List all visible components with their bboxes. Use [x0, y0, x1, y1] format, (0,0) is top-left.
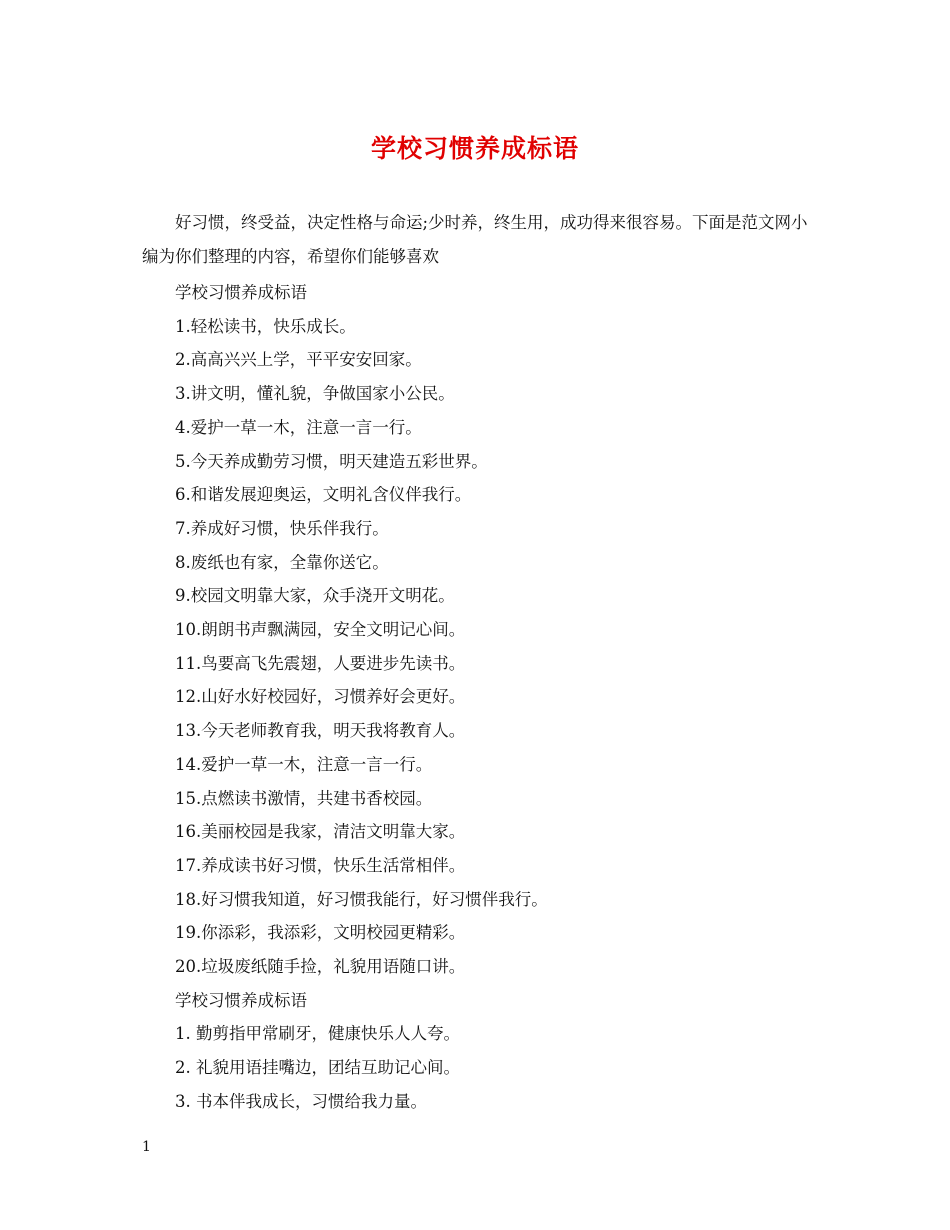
list-item: 17.养成读书好习惯，快乐生活常相伴。	[175, 855, 466, 875]
list-item: 9.校园文明靠大家，众手浇开文明花。	[175, 586, 455, 606]
list-item: 13.今天老师教育我，明天我将教育人。	[175, 721, 466, 741]
list-item: 2. 礼貌用语挂嘴边，团结互助记心间。	[175, 1058, 460, 1078]
list-item: 14.爱护一草一木，注意一言一行。	[175, 754, 433, 774]
list-item: 19.你添彩，我添彩，文明校园更精彩。	[175, 923, 466, 943]
list-item: 8.废纸也有家，全靠你送它。	[175, 552, 389, 572]
list-item: 3. 书本伴我成长，习惯给我力量。	[175, 1091, 427, 1111]
list-item: 15.点燃读书激情，共建书香校园。	[175, 788, 433, 808]
list-item: 4.爱护一草一木，注意一言一行。	[175, 417, 422, 437]
slogan-list	[175, 276, 815, 1119]
list-item: 12.山好水好校园好，习惯养好会更好。	[175, 687, 466, 707]
list-item: 学校习惯养成标语	[175, 990, 307, 1010]
list-item: 11.鸟要高飞先震翅，人要进步先读书。	[175, 653, 466, 673]
intro-paragraph: 好习惯，终受益，决定性格与命运;少时养，终生用，成功得来很容易。下面是范文网小编为你们整理的内容，希望你们能够喜欢	[142, 213, 808, 266]
list-item: 学校习惯养成标语	[175, 283, 307, 302]
list-item: 1.轻松读书，快乐成长。	[175, 316, 356, 336]
list-item: 5.今天养成勤劳习惯，明天建造五彩世界。	[175, 451, 488, 471]
list-item: 10.朗朗书声飘满园，安全文明记心间。	[175, 620, 466, 640]
list-item: 16.美丽校园是我家，清洁文明靠大家。	[175, 822, 466, 842]
list-item: 2.高高兴兴上学，平平安安回家。	[175, 350, 422, 370]
document-title: 学校习惯养成标语	[370, 134, 579, 163]
list-item: 1. 勤剪指甲常刷牙，健康快乐人人夸。	[175, 1024, 460, 1044]
list-item: 6.和谐发展迎奥运，文明礼含仪伴我行。	[175, 485, 472, 505]
list-item: 3.讲文明，懂礼貌，争做国家小公民。	[175, 384, 455, 404]
list-item: 18.好习惯我知道，好习惯我能行，好习惯伴我行。	[175, 889, 548, 909]
list-item: 7.养成好习惯，快乐伴我行。	[175, 518, 389, 538]
list-item: 20.垃圾废纸随手捡，礼貌用语随口讲。	[175, 957, 466, 977]
page-number: 1	[142, 1139, 151, 1155]
